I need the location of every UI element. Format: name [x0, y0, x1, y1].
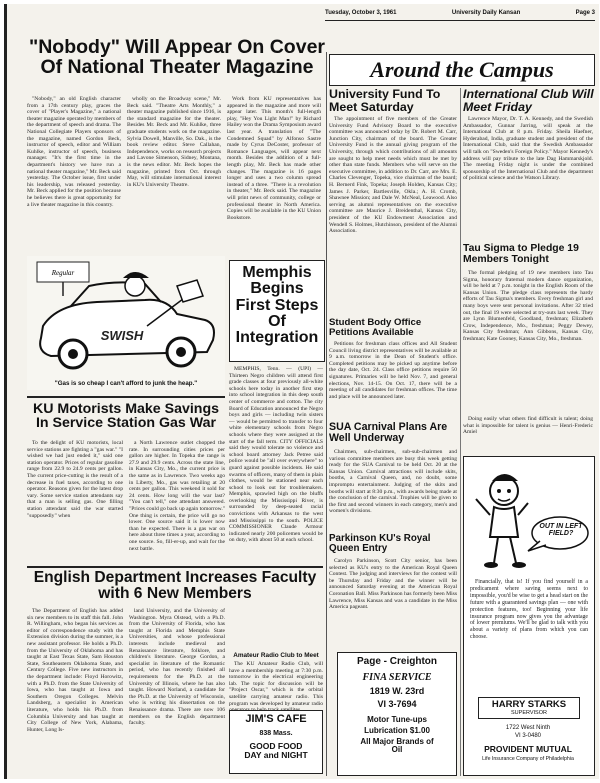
mutual-company-sub: Life Insurance Company of Philadelphia	[482, 756, 574, 762]
cartoon-caption: "Gas is so cheap I can't afford to junk the heap."	[54, 380, 198, 387]
tau-sigma-quote: Doing easily what others find difficult is talent; doing what is impossible for talent is genius — Henri-Frederic Amiel	[463, 416, 593, 436]
memphis-headline: Memphis Begins First Steps Of Integration	[235, 264, 319, 347]
jims-cafe-address: 838 Mass.	[259, 730, 293, 738]
masthead-page: Page 3	[575, 10, 595, 16]
campus-banner-title: Around the Campus	[370, 57, 554, 82]
parkinson-text: Carolyn Parkinson, Scott City senior, has been selected as KU's entry to the American Royal Queen Contest. The judging and interviews for the contest will be Thursday and Friday and the winner will be announced Saturday evening at the American Royal Coronation Ball. Miss Parkinson has formerly been Miss Lawrence, Miss Kansas and was a candidate in the Miss America pageant.	[329, 558, 457, 611]
english-col-2: land University, and the University of Washington. Myra Olstead, with a Ph.D. from the University of Florida, who has taught at Florida and Memphis State Universities, and whose professional interests include medieval and Renaissance literature, folklore, and children's literature. George Gordon, a specialist in literature of the Romantic period, who has recently finished all requirements for the Ph.D. at the University of Illinois, where he has also taught. Howard Norland, a candidate for the Ph.D. at the University of Wisconsin, who is writing his dissertation on the Renaissance drama. There are now 106 members on the English department faculty.	[129, 608, 225, 727]
cartoon-sign-text: Regular	[51, 269, 75, 277]
divider-english	[27, 566, 323, 568]
parkinson-headline: Parkinson KU's Royal Queen Entry	[329, 533, 431, 554]
tau-sigma-text: The formal pledging of 19 new members into Tau Sigma, honorary fraternal modern dance organization, will be held at 7 p.m. tonight in the English Room of the Kansas Union. The pledge class represents the hardy efforts of Tau Sigma's members. Every freshman girl and many boys were sent personal invitations. After 32 tried out, the final 19 were selected at try-outs last week. They are Lynn Blumenfeld, Goodland, freshman; Elizabeth Crow, Independence, Mo., freshman; Peggy Dewey, Kansas City freshman; Ann Gibbons, Kansas City, freshman; Kate Gooney, Kansas City, Mo., freshman.	[463, 270, 593, 342]
memphis-text: MEMPHIS, Tenn. — (UPI) — Thirteen Negro children will attend first grade classes at four previously all-white schools here today in another first step into school integration in this deep south center of commerce and cotton. The city Board of Education announced the Negro boys and girls — including twin sisters — would be permitted to transfer to four white elementary schools from Negro schools where they were assigned at the start of the fall term. CITY OFFICIALS said they would tolerate no violence and school board attorney Jack Petree said police would be "all over everywhere" to guard against possible incidents. He said swarms of officers, many of them in plain clothes, would be stationed near each school to look out for troublemakers. Memphis, sprawled high on the bluffs overlooking the Mississippi River, is surrounded by deep-seated racial convictions with Arkansas to the west and Mississippi to the south. POLICE COMMISSIONER Claude Armour indicated nearly 200 policemen would be on duty, with about 50 at each school.	[229, 366, 323, 544]
sua-text: Chairmen, sub-chairmen, sub-sub-chairmen and various committee members are busy this week getting ready for the SUA Carnival to be held Oct. 20 at the Kansas Union. Carnival attractions will include skits, booths, a Carnival Queen, and, no doubt, some impromptu entertainment. Judging of the skits and booths will start at 8:30 p.m., with awards being made at the conclusion of the carnival. Trophies will be given to the first and second winners in each category, men's and women's divisions.	[329, 449, 457, 515]
theater-col-2: wholly on the Broadway scene," Mr. Beck said. "Theatre Arts Monthly," a theater magazine published since 1916, is the standard magazine for the theater. Besides Mr. Beck and Mr. Kuhlke, three graduate students work on the magazine. Sylvia Dowell, Manville, So. Dak., is the book review editor. Steve Callahan, Independence, works on research projects and Lavone Simenson, Sidney, Montana, is the news editor. Mr. Beck hopes the magazine, printed from Oct. through May, will stimulate international interest in KU's University Theatre.	[127, 96, 221, 188]
mutual-address: 1722 West Ninth	[505, 725, 551, 731]
gas-cartoon	[27, 256, 225, 390]
provident-mutual-ad	[463, 456, 595, 776]
page-creighton-line1: Motor Tune-ups	[367, 714, 427, 724]
jims-cafe-line1: GOOD FOOD	[249, 741, 303, 752]
amateur-radio-headline: Amateur Radio Club to Meet	[233, 652, 319, 659]
jims-cafe-name: JIM'S CAFE	[245, 713, 307, 725]
page-creighton-address: 1819 W. 23rd	[369, 686, 425, 697]
column-rule-left	[326, 52, 327, 776]
sua-headline: SUA Carnival Plans Are Well Underway	[329, 421, 448, 444]
masthead-paper: University Daily Kansan	[451, 10, 521, 16]
english-col-1: The Department of English has added six new members to its staff this fall. John R. Willingham, who began his services as editor of correspondence study with the Extension division during the summer, is a new assistant professor. He holds a Ph.D. from the University of Oklahoma and has taught at East Texas State, Sam Houston State, Southeastern Oklahoma State, and Century College. Five new instructors in the department include: Floyd Horowitz, with a Ph.D. from the State University of Iowa, who has taught at Iowa and Southern Oregon Colleges. Melvin Landsberg, a specialist in American literature, who holds his Ph.D. from Columbia University and has taught at City College of New York, Alabama, Hunter, Long Is-	[27, 608, 123, 733]
motorists-col-1: To the delight of KU motorists, local service stations are fighting a "gas war." "I wished we had just ended it," said one station operator. Prices of regular gasoline range from 22.9 to 24.9 cents per gallon. The current price-cutting is the result of a decrease in fuel taxes, according to one operator. Reasons given for the latest drop vary. Some service station attendants say that a man is selling gas. One filling station attendant said the war started "supposedly" when	[27, 440, 123, 519]
english-headline: English Department Increases Faculty with 6 New Members	[33, 569, 317, 602]
divider-motorists	[27, 396, 225, 398]
theater-col-3: Work from KU representatives has appeared in the magazine and more will appear later. This month's full-length play, "Hey You Light Man!" by Richard Hailey won the Drama Symposium award last year. A translation of "The Condemned Squad" by Alfonso Sastre made by Cyrus DeCoster, professor of Romance Languages, will appear next month. Besides the addition of a full-length play, Mr. Beck has made other changes. The magazine is 16 pages longer and uses a two column spread instead of a three. "There is a revolution in theater," Mr. Beck said. The magazine will print news of community, college or professional theater in North America. Copies will be available in the KU Union Bookstore.	[227, 96, 321, 221]
masthead-date: Tuesday, October 3, 1961	[325, 10, 397, 16]
mutual-phone: VI 3-0480	[514, 733, 542, 739]
fund-headline: University Fund To Meet Saturday	[329, 87, 441, 114]
page-creighton-name: Page - Creighton	[356, 656, 437, 667]
fund-text: The appointment of five members of the Greater University Fund Advisory Board to the executive committee was announced today by Dr. Robert M. Carr, Junction City, chairman of the board. The Greater University Fund is the annual giving program of the University, through which contributions of all amounts are sought to help meet needs which must be met by other than state funds. Members who will serve on the executive committee, in addition to Dr. Carr, are Mrs. E. Charles Clevenger, Topeka, vice chairman of the board; H. Bernerd Fink, Topeka; Joseph Holden, Kansas City; James J. Parker, Bartlesville, Okla.; A. H. Cromb, Shawnee Mission; and Dale W. McNeal, Leawood. Also serving as alumni representatives on the executive committee are Maurice J. Breidenthal, Kansas City, president of the KU Endowment Association and Wendell S. Holmes, Hutchinson, president of the Alumni Association.	[329, 116, 457, 235]
mutual-bubble-text: OUT IN LEFT FIELD?	[539, 523, 583, 538]
newspaper-page	[4, 4, 599, 779]
mutual-company: PROVIDENT MUTUAL	[484, 744, 572, 754]
cartoon-car-text: SWISH	[100, 328, 144, 343]
page-creighton-line2: Lubrication $1.00	[364, 725, 430, 735]
column-rule-right	[460, 88, 461, 776]
page-creighton-service: FINA SERVICE	[362, 672, 432, 684]
intl-club-text: Lawrence Mayor, Dr. T. A. Kennedy, and the Swedish Ambassador, Gunnar Jarring, will speak at the International Club at 8 p.m. Friday. Sheila Haefner, Hyderabad, India, graduate student and president of the International Club, said that the Swedish Ambassador will talk on "Sweden's Foreign Policy." Mayor Kennedy's address will pay tribute to the late Dag Hammarskjold. The meeting Friday night is under the combined sponsorship of the International Club and the department of political science and the Watson Library.	[463, 116, 593, 182]
page-creighton-line3: All Major Brands of Oil	[360, 737, 434, 755]
page-creighton-phone: VI 3-7694	[377, 698, 417, 709]
student-body-headline: Student Body Office Petitions Available	[329, 317, 422, 338]
memphis-headline-box	[229, 260, 325, 362]
mutual-body-text: Financially, that is! If you find yourself in a predicament where saving seems next to impossible, you'd be wise to get a head start on the future with a guaranteed savings plan — one with protection features, too! Beginning your life insurance program now gives you the advantage of lower premiums. We'll be glad to talk with you about a variety of plans from which you can choose.	[470, 579, 588, 641]
student-body-text: Petitions for freshman class offices and All Student Council living district representatives will be available at 9 a.m. tomorrow in the Dean of Student's office. Completed petitions may be picked up anytime before the day date, Oct. 24. Class office petitions require 50 signatures. Primaries will be held Nov. 7, and general elections, Nov. 14-15. On Oct. 17, there will be a meeting of all candidates for freshman offices. The time and place will be announced later.	[329, 341, 457, 400]
jims-cafe-ad	[229, 710, 323, 774]
amateur-radio-text: The KU Amateur Radio Club, will have a membership meeting at 7:30 p.m. tomorrow in the electrical engineering lab. The topic for discussion will be "Project Oscar," which is the orbital satellite carrying amateur radio. This program was developed by amateur radio	[229, 661, 323, 707]
theater-col-1: "Nobody," an old English character from a 17th century play, graces the cover of "Player's Magazine," a national theater magazine operated by members of the department of speech and drama. The National Collegiate Players sponsors of the magazine, named Gordon Beck, instructor of speech, editor and William Kuhlke, instructor of speech, business manager. "It's the first time in the department's history we have run a national theater magazine," Mr. Beck said yesterday. The October issue, first under his leadership, was released yesterday. Mr. Beck applied for the position because he believes there is great opportunity for a live theater magazine in this country.	[27, 96, 121, 208]
mutual-agent-title: SUPERVISOR	[511, 709, 547, 716]
amateur-radio-story	[229, 652, 323, 708]
mutual-agent-box	[478, 697, 580, 719]
motorists-headline: KU Motorists Make Savings In Service Station Gas War	[32, 401, 220, 432]
tau-sigma-headline: Tau Sigma to Pledge 19 Members Tonight	[463, 243, 579, 265]
jims-cafe-line2: DAY and NIGHT	[244, 750, 308, 760]
cartoon-drawing	[27, 256, 225, 382]
left-field-illustration	[464, 459, 592, 577]
page-creighton-ad	[337, 652, 457, 776]
motorists-col-2: a North Lawrence outlet chopped the rate. In surrounding cities prices per gallon are higher. In Topeka the range is 27.9 and 29.9 cents. Across the state line, in Kansas City, Mo., the current price is the same as in Lawrence. Two weeks ago in Liberty, Mo., gas was retailing at 20 cents per gallon. This weekend it sold for 24 cents. How long will the war last? "You can't tell," one attendant answered. "Prices could go back up again tomorrow." One thing is certain, the price will go no lower. One source said it is lower now than he expected. There is a gas war on here about three times a year, according to one source. So, fill-er-up, and wait for the next battle.	[129, 440, 226, 552]
masthead	[325, 10, 595, 21]
mutual-agent-name: HARRY STARKS	[491, 699, 567, 710]
campus-banner	[329, 54, 595, 86]
intl-club-headline: International Club Will Meet Friday	[463, 87, 594, 114]
theater-headline: "Nobody" Will Appear On Cover Of National Theater Magazine	[28, 36, 326, 78]
